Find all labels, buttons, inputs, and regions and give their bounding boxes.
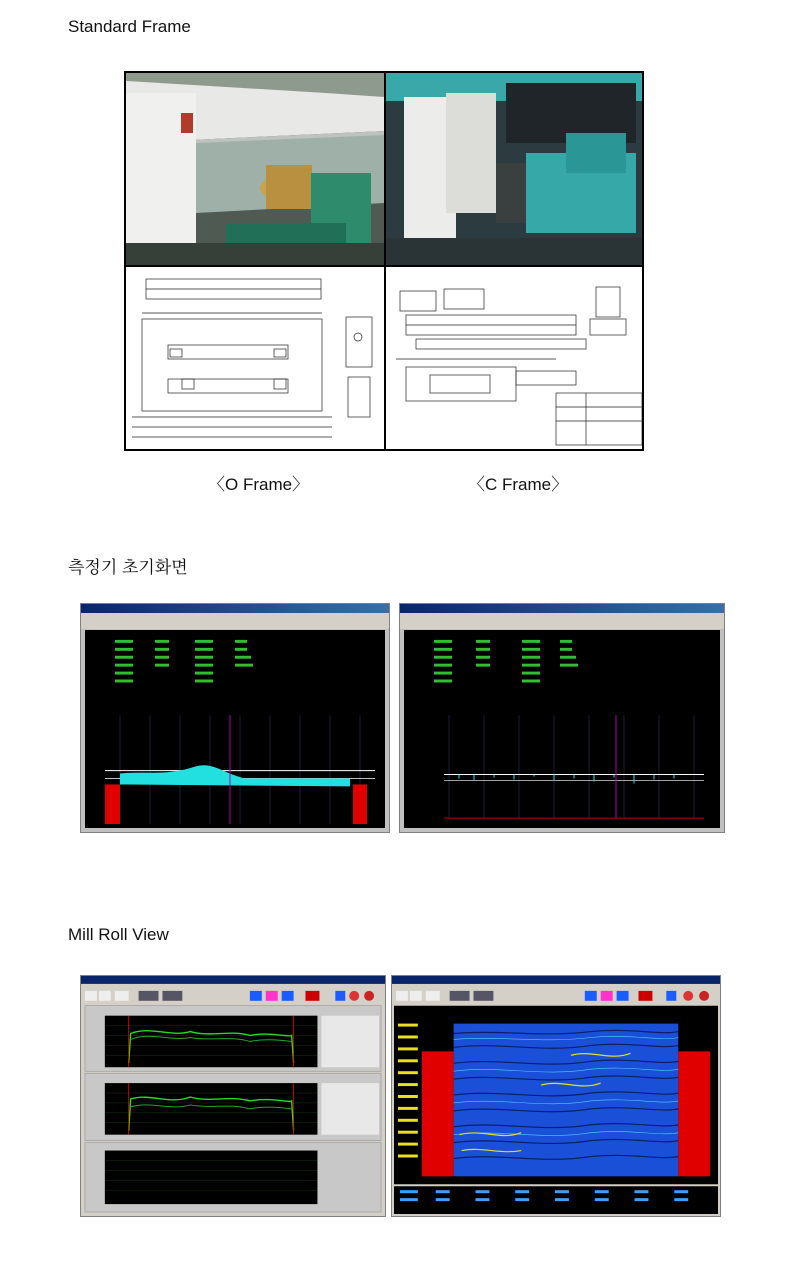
initial-screen-profile-right (399, 603, 725, 833)
c-frame-caption: 〈C Frame〉 (468, 475, 569, 494)
o-frame-drawing (126, 267, 384, 449)
mill-roll-map-screen (391, 975, 721, 1217)
mill-roll-trend-screen (80, 975, 386, 1217)
c-frame-drawing (386, 267, 642, 449)
window-menubar (81, 613, 389, 620)
o-frame-caption: 〈O Frame〉 (208, 475, 310, 494)
window-menubar (400, 613, 724, 620)
standard-frame-heading: Standard Frame (68, 17, 191, 36)
window-toolbar (400, 620, 724, 629)
profile-display (404, 630, 720, 828)
window-titlebar (400, 604, 724, 613)
profile-display (85, 630, 385, 828)
window-toolbar (81, 620, 389, 629)
o-frame-photo (126, 73, 384, 265)
initial-screen-profile-left (80, 603, 390, 833)
frame-image-grid (124, 71, 644, 451)
window-titlebar (81, 604, 389, 613)
mill-roll-view-heading: Mill Roll View (68, 925, 169, 944)
c-frame-photo (386, 73, 642, 265)
initial-screen-heading: 측정기 초기화면 (68, 558, 188, 577)
